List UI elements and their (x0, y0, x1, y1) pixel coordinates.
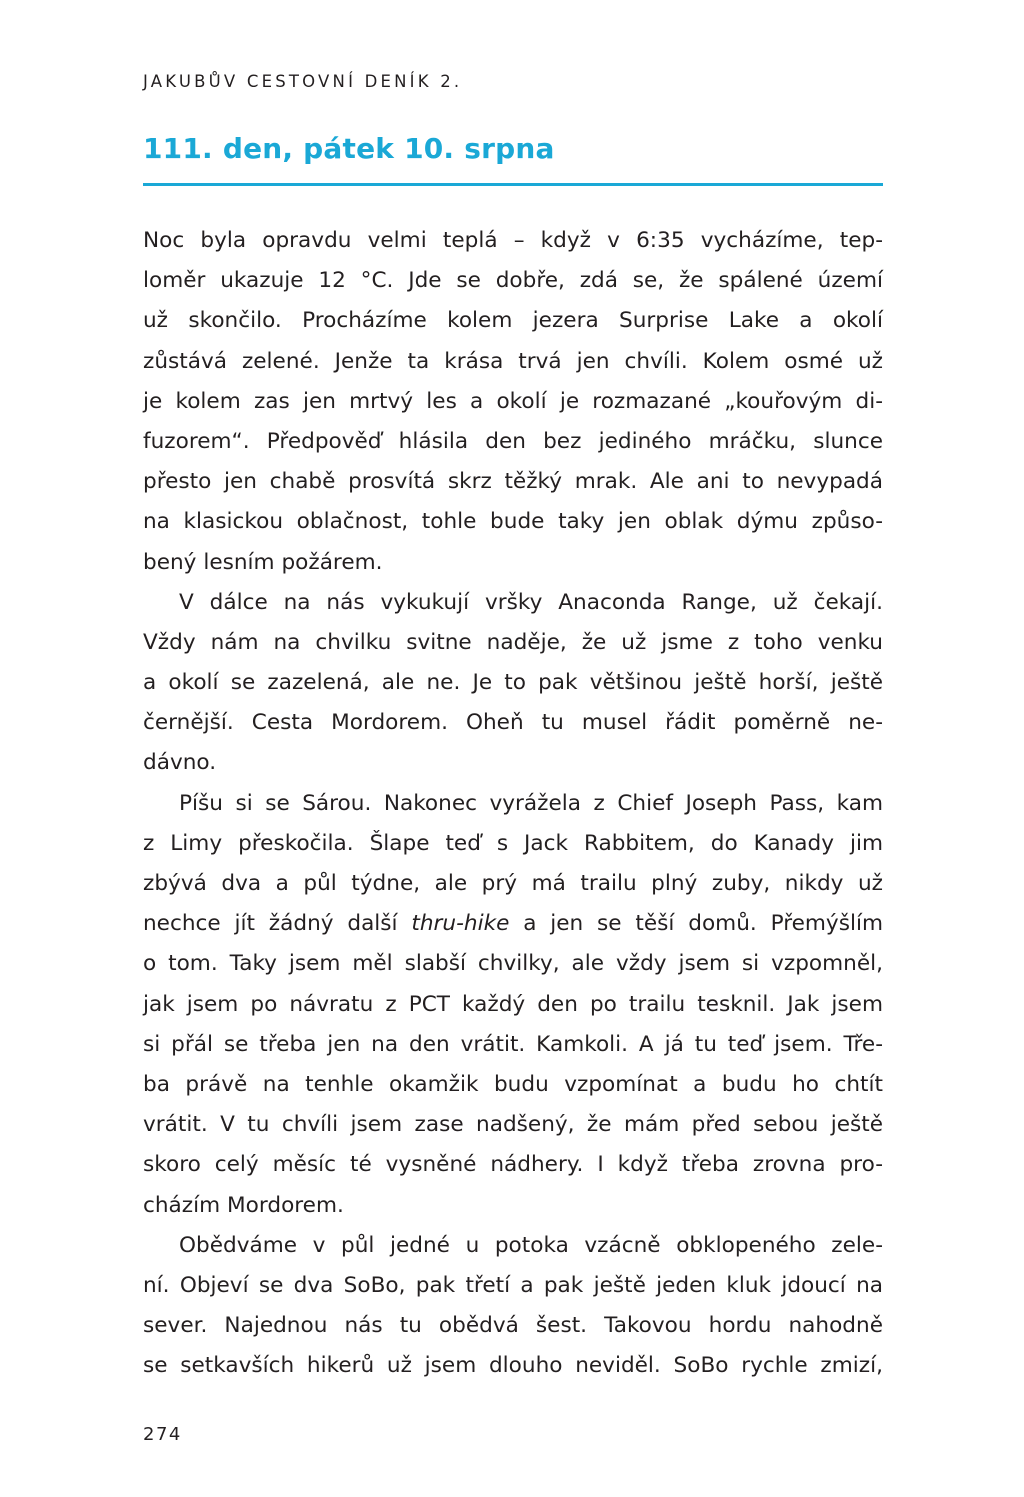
text-line: přesto jen chabě prosvítá skrz těžký mrak. Ale ani to nevypadá (143, 469, 883, 495)
text-line: cházím Mordorem. (143, 1192, 344, 1218)
text-line: loměr ukazuje 12 °C. Jde se dobře, zdá se, že spálené území (143, 268, 883, 294)
text-line: černější. Cesta Mordorem. Oheň tu musel řádit poměrně ne- (143, 710, 883, 736)
text-line: z Limy přeskočila. Šlape teď s Jack Rabbitem, do Kanady jim (143, 830, 883, 856)
text-line: sever. Najednou nás tu obědvá šest. Takovou hordu nahodně (143, 1313, 883, 1339)
text-line: na klasickou oblačnost, tohle bude taky jen oblak dýmu způso- (143, 509, 883, 535)
text-line: Obědváme v půl jedné u potoka vzácně obklopeného zele- (179, 1232, 883, 1258)
title-rule (143, 183, 883, 186)
text-line: je kolem zas jen mrtvý les a okolí je rozmazané „kouřovým di- (143, 388, 883, 414)
text-line: ba právě na tenhle okamžik budu vzpomínat a budu ho chtít (143, 1071, 883, 1097)
text-segment: a jen se těší domů. Přemýšlím (509, 911, 883, 937)
text-line: Noc byla opravdu velmi teplá – když v 6:35 vycházíme, tep- (143, 228, 883, 253)
running-header: JAKUBŮV CESTOVNÍ DENÍK 2. (143, 72, 463, 91)
text-line: fuzorem“. Předpověď hlásila den bez jediného mráčku, slunce (143, 428, 883, 454)
text-line: zůstává zelené. Jenže ta krása trvá jen chvíli. Kolem osmé už (143, 348, 883, 374)
chapter-title: 111. den, pátek 10. srpna (143, 132, 555, 165)
text-line: Vždy nám na chvilku svitne naděje, že už jsme z toho venku (143, 629, 883, 655)
text-line: o tom. Taky jsem měl slabší chvilky, ale vždy jsem si vzpomněl, (143, 951, 883, 977)
text-line: se setkavších hikerů už jsem dlouho neviděl. SoBo rychle zmizí, (143, 1353, 883, 1379)
text-line: V dálce na nás vykukují vršky Anaconda Range, už čekají. (179, 589, 883, 615)
text-line: vrátit. V tu chvíli jsem zase nadšený, že mám před sebou ještě (143, 1112, 883, 1138)
text-line: bený lesním požárem. (143, 549, 383, 575)
text-line: a okolí se zazelená, ale ne. Je to pak většinou ještě horší, ještě (143, 670, 883, 696)
text-line: ní. Objeví se dva SoBo, pak třetí a pak ještě jeden kluk jdoucí na (143, 1272, 883, 1298)
text-line: Píšu si se Sárou. Nakonec vyrážela z Chief Joseph Pass, kam (179, 790, 883, 816)
text-line: dávno. (143, 750, 217, 776)
text-line-with-italic (143, 904, 883, 944)
text-line: skoro celý měsíc té vysněné nádhery. I když třeba zrovna pro- (143, 1152, 883, 1178)
text-line: si přál se třeba jen na den vrátit. Kamkoli. A já tu teď jsem. Tře- (143, 1031, 883, 1057)
text-line: zbývá dva a půl týdne, ale prý má trailu plný zuby, nikdy už (143, 871, 883, 896)
italic-term: thru-hike (411, 911, 510, 937)
text-line: jak jsem po návratu z PCT každý den po trailu tesknil. Jak jsem (143, 991, 883, 1017)
body-text (143, 221, 883, 1386)
page-number: 274 (143, 1424, 182, 1445)
text-segment: nechce jít žádný další (143, 911, 412, 937)
text-line: už skončilo. Procházíme kolem jezera Surprise Lake a okolí (143, 308, 883, 334)
